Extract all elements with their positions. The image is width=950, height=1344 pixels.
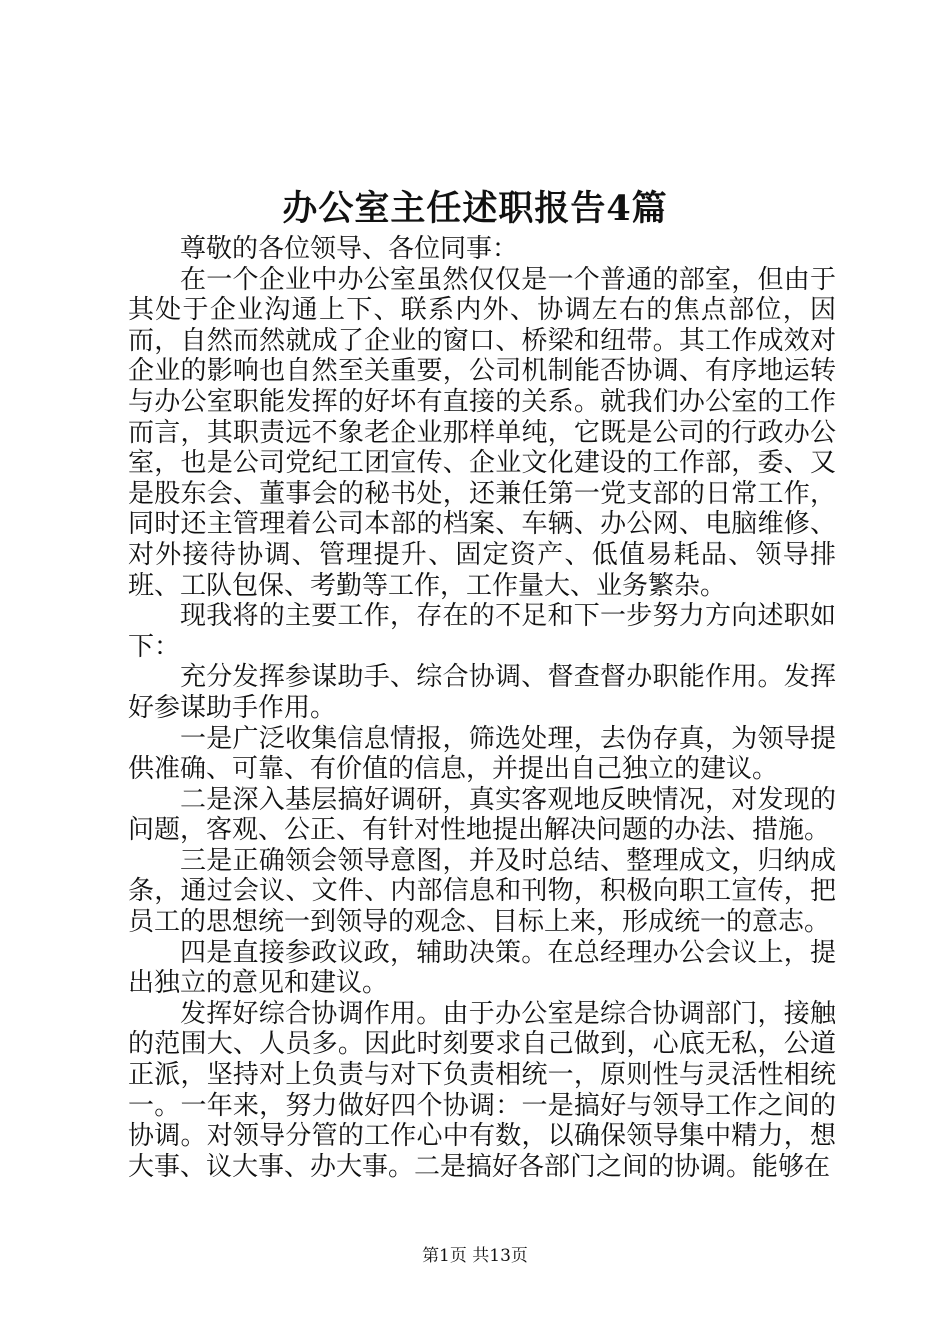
body-paragraph: 发挥好综合协调作用。由于办公室是综合协调部门，接触的范围大、人员多。因此时刻要求自己做到，心底无私，公道正派，坚持对上负责与对下负责相统一，原则性与灵活性相统一。一年来，努力做好四个协调：一是搞好与领导工作之间的协调。对领导分管的工作心中有数，以确保领导集中精力，想大事、议大事、办大事。二是搞好各部门之间的协调。能够在 [128, 998, 836, 1182]
body-paragraph: 三是正确领会领导意图，并及时总结、整理成文，归纳成条，通过会议、文件、内部信息和刊物，积极向职工宣传，把员工的思想统一到领导的观念、目标上来，形成统一的意志。 [128, 845, 836, 938]
body-paragraph: 充分发挥参谋助手、综合协调、督查督办职能作用。发挥好参谋助手作用。 [128, 662, 836, 723]
salutation-paragraph: 尊敬的各位领导、各位同事： [180, 234, 519, 264]
body-paragraph: 现我将的主要工作，存在的不足和下一步努力方向述职如下： [128, 601, 836, 662]
document-title: 办公室主任述职报告4篇 [282, 188, 668, 229]
body-paragraph: 二是深入基层搞好调研，真实客观地反映情况，对发现的问题，客观、公正、有针对性地提出解决问题的办法、措施。 [128, 784, 836, 846]
page-footer: 第1页 共13页 [422, 1246, 528, 1266]
document-body [128, 234, 836, 1182]
body-paragraph: 一是广泛收集信息情报，筛选处理，去伪存真，为领导提供准确、可靠、有价值的信息，并提出自己独立的建议。 [128, 723, 836, 785]
body-paragraph: 四是直接参政议政，辅助决策。在总经理办公会议上，提出独立的意见和建议。 [128, 937, 836, 999]
body-paragraph: 在一个企业中办公室虽然仅仅是一个普通的部室，但由于其处于企业沟通上下、联系内外、协调左右的焦点部位，因而，自然而然就成了企业的窗口、桥梁和纽带。其工作成效对企业的影响也自然至关重要，公司机制能否协调、有序地运转与办公室职能发挥的好坏有直接的关系。就我们办公室的工作而言，其职责远不象老企业那样单纯，它既是公司的行政办公室，也是公司党纪工团宣传、企业文化建设的工作部，委、又是股东会、董事会的秘书处，还兼任第一党支部的日常工作，同时还主管理着公司本部的档案、车辆、办公网、电脑维修、对外接待协调、管理提升、固定资产、低值易耗品、领导排班、工队包保、考勤等工作，工作量大、业务繁杂。 [128, 264, 836, 601]
